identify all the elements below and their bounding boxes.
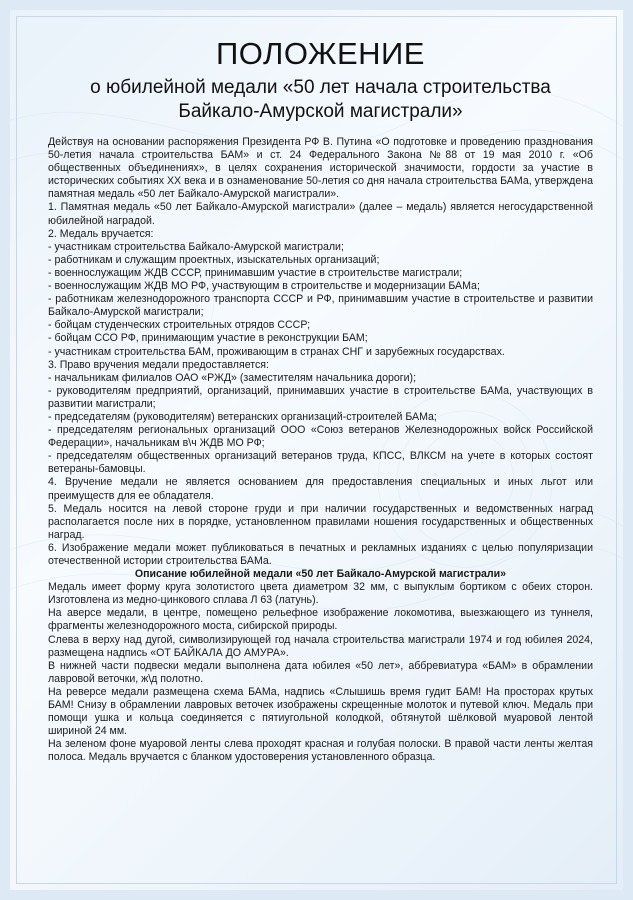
paragraph: Действуя на основании распоряжения Президента РФ В. Путина «О подготовке и проведению празднования 50-летия начала строительства БАМ» и ст. 24 Федерального Закона №88 от 19 мая 2010 г. «Об общественных объединениях», в целях сохранения исторической значимости, гордости за участие в исторических событиях XX века и в ознаменование 50-летия со дня начала строительства БАМа, утверждена памятная медаль «50 лет Байкало-Амурской магистрали». bbox=[48, 136, 593, 201]
description-paragraph: На аверсе медали, в центре, помещено рельефное изображение локомотива, выезжающего из туннеля, фрагменты железнодорожного моста, сибирской природы. bbox=[48, 607, 593, 633]
paragraph: 5. Медаль носится на левой стороне груди и при наличии государственных и ведомственных наград располагается после них в порядке, установленном правилами ношения государственных и общественных наград. bbox=[48, 502, 593, 541]
document-content bbox=[10, 10, 623, 765]
list-item: - военнослужащим ЖДВ СССР, принимавшим участие в строительстве магистрали; bbox=[48, 266, 463, 279]
list-item: - начальникам филиалов ОАО «РЖД» (заместителям начальника дороги); bbox=[48, 371, 417, 384]
paragraph: 1. Памятная медаль «50 лет Байкало-Амурской магистрали» (далее – медаль) является негосударственной юбилейной наградой. bbox=[48, 201, 593, 227]
description-paragraph: В нижней части подвески медали выполнена дата юбилея «50 лет», аббревиатура «БАМ» в обрамлении лавровой веточки, ж\д полотно. bbox=[48, 659, 593, 685]
list-item: - работникам железнодорожного транспорта СССР и РФ, принимавшим участие в строительстве и развитии Байкало-Амурской магистрали; bbox=[48, 293, 593, 319]
description-paragraph: На реверсе медали размещена схема БАМа, надпись «Слышишь время гудит БАМ! На просторах крутых БАМ! Снизу в обрамлении лавровых веточек изображены скрещенные молоток и путевой ключ. Медаль при помощи ушка и кольца соединяется с пятиугольной колодкой, обтянутой шёлковой муаровой лентой шириной 24 мм. bbox=[48, 685, 593, 738]
list-item: - председателям региональных организаций ООО «Союз ветеранов Железнодорожных войск Российской Федерации», начальникам в\ч ЖДВ МО РФ; bbox=[48, 424, 593, 450]
paragraph: 3. Право вручения медали предоставляется: bbox=[48, 358, 269, 371]
subtitle-line-2: Байкало-Амурской магистрали» bbox=[178, 101, 463, 122]
list-item: - работникам и служащим проектных, изыскательных организаций; bbox=[48, 253, 380, 266]
list-item: - руководителям предприятий, организаций, принимавших участие в строительстве БАМа, участвующих в развитии магистрали; bbox=[48, 384, 593, 410]
paragraph: 6. Изображение медали может публиковаться в печатных и рекламных изданиях с целью популяризации отечественной истории строительства БАМа. bbox=[48, 541, 593, 567]
list-item: - председателям общественных организаций ветеранов труда, КПСС, ВЛКСМ на учете в которых состоят ветераны-бамовцы. bbox=[48, 450, 593, 476]
subtitle-line-1: о юбилейной медали «50 лет начала строительства bbox=[90, 77, 551, 98]
list-item: - председателям (руководителям) ветеранских организаций-строителей БАМа; bbox=[48, 410, 437, 423]
description-paragraph: Медаль имеет форму круга золотистого цвета диаметром 32 мм, с выпуклым бортиком с обеих сторон. Изготовлена из медно-цинкового сплава Л 63 (латунь). bbox=[48, 581, 593, 607]
list-item: - участникам строительства Байкало-Амурской магистрали; bbox=[48, 240, 344, 253]
description-paragraph: На зеленом фоне муаровой ленты слева проходят красная и голубая полоски. В правой части ленты желтая полоса. Медаль вручается с бланком удостоверения установленного образца. bbox=[48, 738, 593, 764]
paragraph: 4. Вручение медали не является основанием для предоставления специальных и иных льгот или преимуществ для ее обладателя. bbox=[48, 476, 593, 502]
list-item: - участникам строительства БАМ, проживающим в странах СНГ и зарубежных государствах. bbox=[48, 345, 505, 358]
description-paragraph: Слева в верху над дугой, символизирующей год начала строительства магистрали 1974 и год юбилея 2024, размещена надпись «ОТ БАЙКАЛА ДО АМУРА». bbox=[48, 633, 593, 659]
document-title: ПОЛОЖЕНИЕ bbox=[216, 36, 425, 71]
document-subtitle bbox=[48, 76, 593, 124]
document-body bbox=[48, 136, 593, 765]
list-item: - военнослужащим ЖДВ МО РФ, участвующим в строительстве и модернизации БАМа; bbox=[48, 280, 480, 293]
paragraph: 2. Медаль вручается: bbox=[48, 227, 154, 240]
list-item: - бойцам ССО РФ, принимающим участие в реконструкции БАМ; bbox=[48, 332, 368, 345]
description-heading: Описание юбилейной медали «50 лет Байкало-Амурской магистрали» bbox=[134, 568, 507, 581]
list-item: - бойцам студенческих строительных отрядов СССР; bbox=[48, 319, 311, 332]
